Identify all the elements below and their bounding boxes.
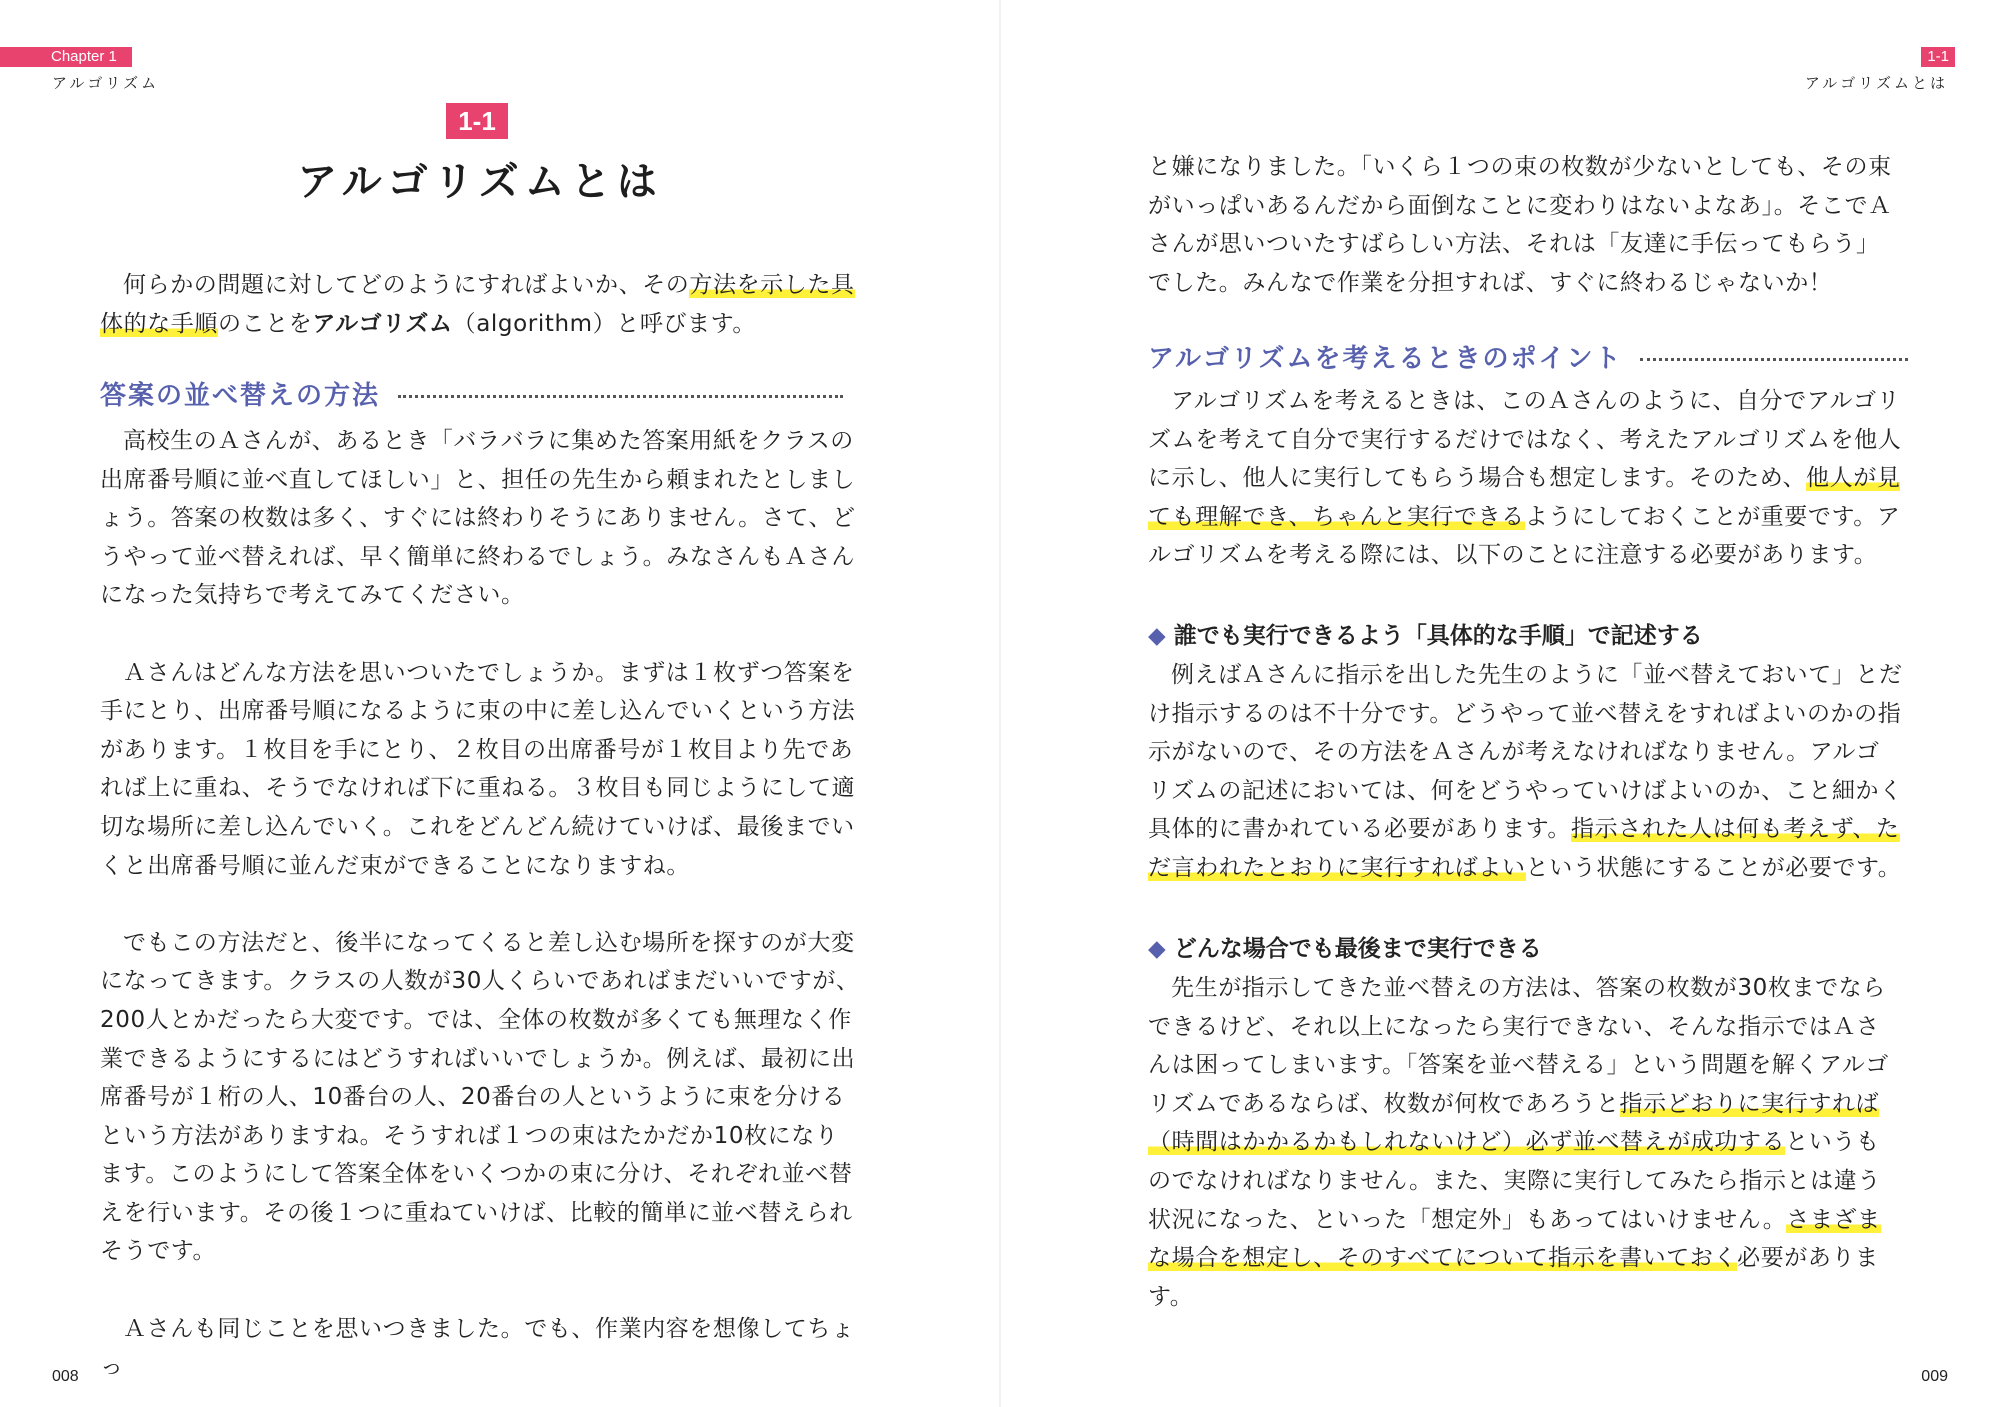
section-heading-text: アルゴリズムを考えるときのポイント <box>1148 344 1623 374</box>
section-number-badge: 1-1 <box>446 103 508 139</box>
paragraph: Ａさんはどんな方法を思いついたでしょうか。まずは１枚ずつ答案を手にとり、出席番号順になるように束の中に差し込んでいくという方法があります。１枚目を手にとり、２枚目の出席番号が１枚目より先であれば上に重ね、そうでなければ下に重ねる。３枚目も同じようにして適切な場所に差し込んでいく。これをどんどん続けていけば、最後までいくと出席番号順に並んだ束ができることになりますね。 <box>100 659 856 879</box>
highlight: さまざまな場合を想定し、そのすべてについて指示を書いておく <box>1148 1206 1881 1272</box>
intro-text-mid: のことを <box>218 310 313 337</box>
highlight: 他人が見ても理解でき、ちゃんと実行できる <box>1148 465 1901 530</box>
bullet-title: どんな場合でも最後まで実行できる <box>1173 936 1542 962</box>
chapter-title: アルゴリズム <box>52 74 160 92</box>
paragraph: Ａさんも同じことを思いつきました。でも、作業内容を想像してちょっ <box>100 1315 855 1381</box>
highlight: 指示された人は何も考えず、ただ言われたとおりに実行すればよい <box>1148 816 1900 881</box>
page-title: アルゴリズムとは <box>297 159 663 205</box>
text: という状態にすることが必要です。 <box>1525 854 1902 881</box>
section-tag: 1-1 <box>1921 47 1955 67</box>
page-number: 009 <box>1921 1368 1948 1385</box>
paragraph: 高校生のＡさんが、あるとき「バラバラに集めた答案用紙をクラスの出席番号順に並べ直してほしい」と、担任の先生から頼まれたとしましょう。答案の枚数は多く、すぐには終わりそうにありません。さて、どうやって並べ替えれば、早く簡単に終わるでしょう。みなさんもＡさんになった気持ちで考えてみてください。 <box>100 428 856 609</box>
bullet-body-1 <box>1148 656 1903 888</box>
bullet-heading-1 <box>1148 617 1703 650</box>
points-body <box>1148 382 1903 575</box>
text: というものでなければなりません。また、実際に実行してみたら指示とは違う状況になった、といった「想定外」もあってはいけません。 <box>1148 1129 1881 1233</box>
intro-bold-term: アルゴリズム <box>312 310 453 337</box>
bullet-title: 誰でも実行できるよう「具体的な手順」で記述する <box>1173 623 1703 649</box>
intro-highlight: 方法を示した具体的な手順 <box>100 272 855 337</box>
intro-text-post: （algorithm）と呼びます。 <box>452 310 757 337</box>
dotted-leader <box>398 395 843 398</box>
text: アルゴリズムを考えるときは、このＡさんのように、自分でアルゴリズムを考えて自分で実行するだけではなく、考えたアルゴリズムを他人に示し、他人に実行してもらう場合も想定します。そのため、 <box>1148 388 1902 492</box>
right-page <box>1000 0 2000 1407</box>
continued-paragraph <box>1148 148 1903 302</box>
paragraph: と嫌になりました。「いくら１つの束の枚数が少ないとしても、その束がいっぱいあるんだから面倒なことに変わりはないよなあ」。そこでＡさんが思いついたすばらしい方法、それは「友達に手伝ってもらう」でした。みんなで作業を分担すれば、すぐに終わるじゃないか！ <box>1148 154 1892 296</box>
chapter-tag: Chapter 1 <box>0 47 132 67</box>
section-heading-text: 答案の並べ替えの方法 <box>100 381 381 411</box>
text: 必要があります。 <box>1148 1245 1879 1310</box>
sorting-body <box>100 422 860 1387</box>
section-heading-sorting <box>100 375 843 412</box>
page-number: 008 <box>52 1368 79 1385</box>
dotted-leader <box>1640 358 1908 361</box>
section-running-title: アルゴリズムとは <box>1804 74 1948 92</box>
intro-paragraph <box>100 266 860 343</box>
intro-text: 何らかの問題に対してどのようにすればよいか、その <box>123 272 690 298</box>
bullet-body-2 <box>1148 969 1903 1316</box>
section-heading-points <box>1148 338 1908 375</box>
text: 例えばＡさんに指示を出した先生のように「並べ替えておいて」とだけ指示するのは不十分です。どうやって並べ替えをすればよいのかの指示がないので、その方法をＡさんが考えなければなりません。アルゴリズムの記述においては、何をどうやっていけばよいのか、こと細かく具体的に書かれている必要があります。 <box>1148 662 1903 843</box>
text: ようにしておくことが重要です。アルゴリズムを考える際には、以下のことに注意する必要があります。 <box>1148 503 1901 569</box>
bullet-heading-2 <box>1148 930 1542 963</box>
highlight: 指示どおりに実行すれば（時間はかかるかもしれないけど）必ず並べ替えが成功する <box>1148 1090 1880 1156</box>
diamond-bullet-icon: ◆ <box>1148 936 1166 962</box>
text: 先生が指示してきた並べ替えの方法は、答案の枚数が30枚までならできるけど、それ以上になったら実行できない、そんな指示ではＡさんは困ってしまいます。「答案を並べ替える」という問題を解くアルゴリズムであるならば、枚数が何枚であろうと <box>1148 975 1889 1117</box>
paragraph: でもこの方法だと、後半になってくると差し込む場所を探すのが大変になってきます。クラスの人数が30人くらいであればまだいいですが、200人とかだったら大変です。では、全体の枚数が多くても無理なく作業できるようにするにはどうすればいいでしょうか。例えば、最初に出席番号が１桁の人、10番台の人、20番台の人というように束を分けるという方法がありますね。そうすれば１つの束はたかだか10枚になります。このようにして答案全体をいくつかの束に分け、それぞれ並べ替えを行います。その後１つに重ねていけば、比較的簡単に並べ替えられそうです。 <box>100 929 860 1265</box>
diamond-bullet-icon: ◆ <box>1148 623 1166 649</box>
